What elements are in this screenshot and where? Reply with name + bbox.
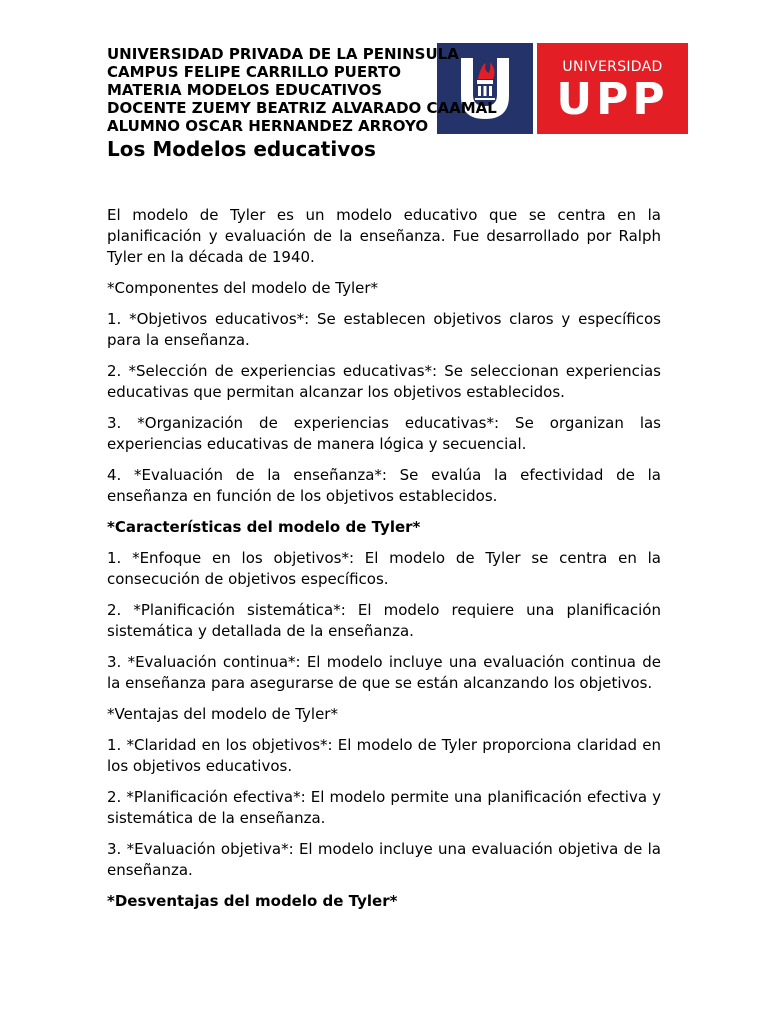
paragraph: 1. *Objetivos educativos*: Se establecen objetivos claros y específicos para la enseñanza. — [107, 310, 661, 349]
section-heading: *Características del modelo de Tyler* — [107, 518, 421, 536]
header-university: UNIVERSIDAD PRIVADA DE LA PENINSULA — [107, 45, 459, 63]
paragraph: *Componentes del modelo de Tyler* — [107, 279, 379, 297]
paragraph: 3. *Evaluación continua*: El modelo incluye una evaluación continua de la enseñanza para asegurarse de que se están alcanzando los objetivos. — [107, 653, 661, 692]
section-heading: *Desventajas del modelo de Tyler* — [107, 892, 398, 910]
header-student: ALUMNO OSCAR HERNANDEZ ARROYO — [107, 117, 429, 135]
document-body — [107, 205, 661, 922]
paragraph: El modelo de Tyler es un modelo educativo que se centra en la planificación y evaluación de la enseñanza. Fue desarrollado por Ralph Tyler en la década de 1940. — [107, 206, 661, 266]
header-teacher: DOCENTE ZUEMY BEATRIZ ALVARADO CAAMAL — [107, 99, 497, 117]
paragraph: 3. *Evaluación objetiva*: El modelo incluye una evaluación objetiva de la enseñanza. — [107, 840, 661, 879]
paragraph: *Ventajas del modelo de Tyler* — [107, 705, 338, 723]
header-campus: CAMPUS FELIPE CARRILLO PUERTO — [107, 63, 401, 81]
paragraph: 2. *Planificación efectiva*: El modelo permite una planificación efectiva y sistemática de la enseñanza. — [107, 788, 661, 827]
header-subject: MATERIA MODELOS EDUCATIVOS — [107, 81, 383, 99]
logo-big-text: UPP — [556, 74, 669, 125]
logo-text-panel — [537, 43, 688, 134]
paragraph: 2. *Planificación sistemática*: El modelo requiere una planificación sistemática y detallada de la enseñanza. — [107, 601, 661, 640]
document-title: Los Modelos educativos — [107, 137, 376, 161]
paragraph: 4. *Evaluación de la enseñanza*: Se evalúa la efectividad de la enseñanza en función de los objetivos establecidos. — [107, 466, 661, 505]
paragraph: 2. *Selección de experiencias educativas*: Se seleccionan experiencias educativas que permitan alcanzar los objetivos establecidos. — [107, 362, 661, 401]
paragraph: 3. *Organización de experiencias educativas*: Se organizan las experiencias educativas de manera lógica y secuencial. — [107, 414, 661, 453]
paragraph: 1. *Enfoque en los objetivos*: El modelo de Tyler se centra en la consecución de objetivos específicos. — [107, 549, 661, 588]
logo-small-text: UNIVERSIDAD — [562, 59, 663, 75]
document-header — [107, 45, 497, 135]
paragraph: 1. *Claridad en los objetivos*: El modelo de Tyler proporciona claridad en los objetivos educativos. — [107, 736, 661, 775]
